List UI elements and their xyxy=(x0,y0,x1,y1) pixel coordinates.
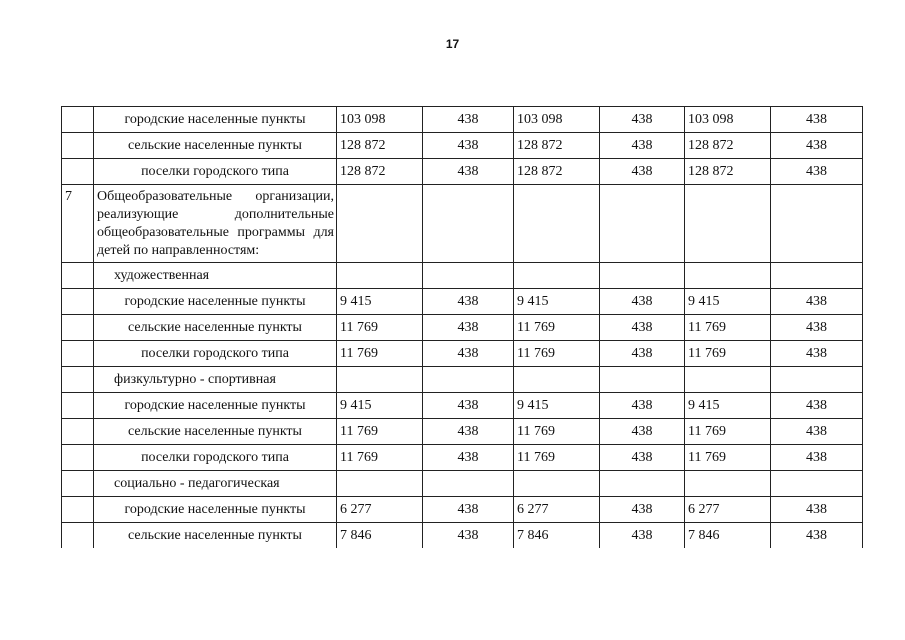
row-name-cell: физкультурно - спортивная xyxy=(94,367,337,393)
coefficient-cell: 438 xyxy=(423,159,514,185)
coefficient-cell: 438 xyxy=(600,341,685,367)
coefficient-cell: 438 xyxy=(600,523,685,549)
value-cell: 9 415 xyxy=(685,289,771,315)
row-name-cell: Общеобразовательные организации, реализующие дополнительные общеобразовательные программы для детей по направленностям: xyxy=(94,185,337,263)
table-row xyxy=(62,107,863,133)
coefficient-cell: 438 xyxy=(423,315,514,341)
value-cell: 11 769 xyxy=(514,341,600,367)
coefficient-cell: 438 xyxy=(600,419,685,445)
table-body xyxy=(62,107,863,549)
value-cell xyxy=(514,185,600,263)
row-name-cell: сельские населенные пункты xyxy=(94,523,337,549)
coefficient-cell xyxy=(423,263,514,289)
row-name-cell: поселки городского типа xyxy=(94,341,337,367)
row-number-cell xyxy=(62,107,94,133)
value-cell: 6 277 xyxy=(514,497,600,523)
value-cell: 11 769 xyxy=(337,341,423,367)
coefficient-cell: 438 xyxy=(771,315,863,341)
row-name-cell: социально - педагогическая xyxy=(94,471,337,497)
value-cell: 103 098 xyxy=(337,107,423,133)
coefficient-cell: 438 xyxy=(771,289,863,315)
value-cell: 11 769 xyxy=(514,445,600,471)
coefficient-cell xyxy=(771,471,863,497)
row-number-cell xyxy=(62,471,94,497)
coefficient-cell: 438 xyxy=(600,393,685,419)
value-cell: 11 769 xyxy=(685,315,771,341)
value-cell: 128 872 xyxy=(337,133,423,159)
table-row xyxy=(62,523,863,549)
row-number-cell xyxy=(62,133,94,159)
value-cell: 11 769 xyxy=(514,315,600,341)
coefficient-cell xyxy=(423,185,514,263)
value-cell xyxy=(685,367,771,393)
row-number-cell xyxy=(62,289,94,315)
table-row xyxy=(62,367,863,393)
row-name-cell: городские населенные пункты xyxy=(94,107,337,133)
coefficient-cell: 438 xyxy=(600,107,685,133)
value-cell xyxy=(337,185,423,263)
coefficient-cell: 438 xyxy=(771,159,863,185)
row-number-cell xyxy=(62,315,94,341)
value-cell: 128 872 xyxy=(514,159,600,185)
row-name-cell: сельские населенные пункты xyxy=(94,133,337,159)
coefficient-cell: 438 xyxy=(423,419,514,445)
coefficient-cell: 438 xyxy=(771,393,863,419)
row-name-cell: поселки городского типа xyxy=(94,159,337,185)
coefficient-cell xyxy=(423,367,514,393)
coefficient-cell: 438 xyxy=(771,419,863,445)
value-cell: 9 415 xyxy=(514,393,600,419)
table-row xyxy=(62,263,863,289)
coefficient-cell: 438 xyxy=(771,341,863,367)
coefficient-cell: 438 xyxy=(423,133,514,159)
value-cell xyxy=(337,471,423,497)
coefficient-cell: 438 xyxy=(423,497,514,523)
coefficient-cell: 438 xyxy=(423,107,514,133)
table-row xyxy=(62,341,863,367)
coefficient-cell: 438 xyxy=(771,445,863,471)
value-cell: 9 415 xyxy=(337,289,423,315)
row-number-cell xyxy=(62,523,94,549)
coefficient-cell: 438 xyxy=(771,133,863,159)
value-cell: 6 277 xyxy=(685,497,771,523)
value-cell: 11 769 xyxy=(685,341,771,367)
table-row xyxy=(62,315,863,341)
table-row xyxy=(62,133,863,159)
coefficient-cell xyxy=(600,263,685,289)
coefficient-cell: 438 xyxy=(423,523,514,549)
row-number-cell xyxy=(62,393,94,419)
row-number-cell: 7 xyxy=(62,185,94,263)
value-cell: 128 872 xyxy=(685,133,771,159)
table-row xyxy=(62,445,863,471)
table-row xyxy=(62,393,863,419)
value-cell xyxy=(337,263,423,289)
value-cell xyxy=(685,263,771,289)
table-row xyxy=(62,419,863,445)
row-number-cell xyxy=(62,419,94,445)
value-cell xyxy=(685,471,771,497)
value-cell xyxy=(685,185,771,263)
coefficient-cell: 438 xyxy=(423,393,514,419)
row-number-cell xyxy=(62,159,94,185)
coefficient-cell: 438 xyxy=(600,315,685,341)
value-cell xyxy=(514,367,600,393)
coefficient-cell xyxy=(771,185,863,263)
value-cell: 103 098 xyxy=(514,107,600,133)
row-name-cell: художественная xyxy=(94,263,337,289)
coefficient-cell: 438 xyxy=(771,107,863,133)
table-row xyxy=(62,289,863,315)
value-cell: 7 846 xyxy=(685,523,771,549)
table-row xyxy=(62,497,863,523)
coefficient-cell: 438 xyxy=(423,341,514,367)
table-row xyxy=(62,471,863,497)
coefficient-cell: 438 xyxy=(600,445,685,471)
value-cell: 11 769 xyxy=(337,445,423,471)
row-name-cell: городские населенные пункты xyxy=(94,289,337,315)
tariff-table xyxy=(61,106,863,548)
table-row xyxy=(62,185,863,263)
value-cell: 9 415 xyxy=(685,393,771,419)
value-cell xyxy=(337,367,423,393)
coefficient-cell xyxy=(600,367,685,393)
value-cell: 11 769 xyxy=(514,419,600,445)
coefficient-cell xyxy=(771,367,863,393)
coefficient-cell xyxy=(600,185,685,263)
row-name-cell: городские населенные пункты xyxy=(94,497,337,523)
value-cell: 11 769 xyxy=(685,445,771,471)
row-number-cell xyxy=(62,445,94,471)
value-cell: 6 277 xyxy=(337,497,423,523)
value-cell: 9 415 xyxy=(337,393,423,419)
row-number-cell xyxy=(62,341,94,367)
value-cell: 7 846 xyxy=(337,523,423,549)
row-name-cell: поселки городского типа xyxy=(94,445,337,471)
coefficient-cell: 438 xyxy=(771,497,863,523)
value-cell: 11 769 xyxy=(337,315,423,341)
coefficient-cell: 438 xyxy=(600,497,685,523)
value-cell: 11 769 xyxy=(685,419,771,445)
table-row xyxy=(62,159,863,185)
value-cell: 128 872 xyxy=(685,159,771,185)
value-cell: 128 872 xyxy=(337,159,423,185)
coefficient-cell xyxy=(600,471,685,497)
row-number-cell xyxy=(62,497,94,523)
value-cell: 7 846 xyxy=(514,523,600,549)
coefficient-cell: 438 xyxy=(423,289,514,315)
row-number-cell xyxy=(62,367,94,393)
value-cell: 103 098 xyxy=(685,107,771,133)
coefficient-cell: 438 xyxy=(600,133,685,159)
row-number-cell xyxy=(62,263,94,289)
value-cell xyxy=(514,263,600,289)
row-name-cell: сельские населенные пункты xyxy=(94,315,337,341)
value-cell: 128 872 xyxy=(514,133,600,159)
coefficient-cell: 438 xyxy=(600,159,685,185)
coefficient-cell: 438 xyxy=(771,523,863,549)
coefficient-cell xyxy=(771,263,863,289)
value-cell xyxy=(514,471,600,497)
row-name-cell: сельские населенные пункты xyxy=(94,419,337,445)
value-cell: 9 415 xyxy=(514,289,600,315)
page-number: 17 xyxy=(445,37,460,51)
row-name-cell: городские населенные пункты xyxy=(94,393,337,419)
coefficient-cell: 438 xyxy=(423,445,514,471)
coefficient-cell xyxy=(423,471,514,497)
value-cell: 11 769 xyxy=(337,419,423,445)
coefficient-cell: 438 xyxy=(600,289,685,315)
